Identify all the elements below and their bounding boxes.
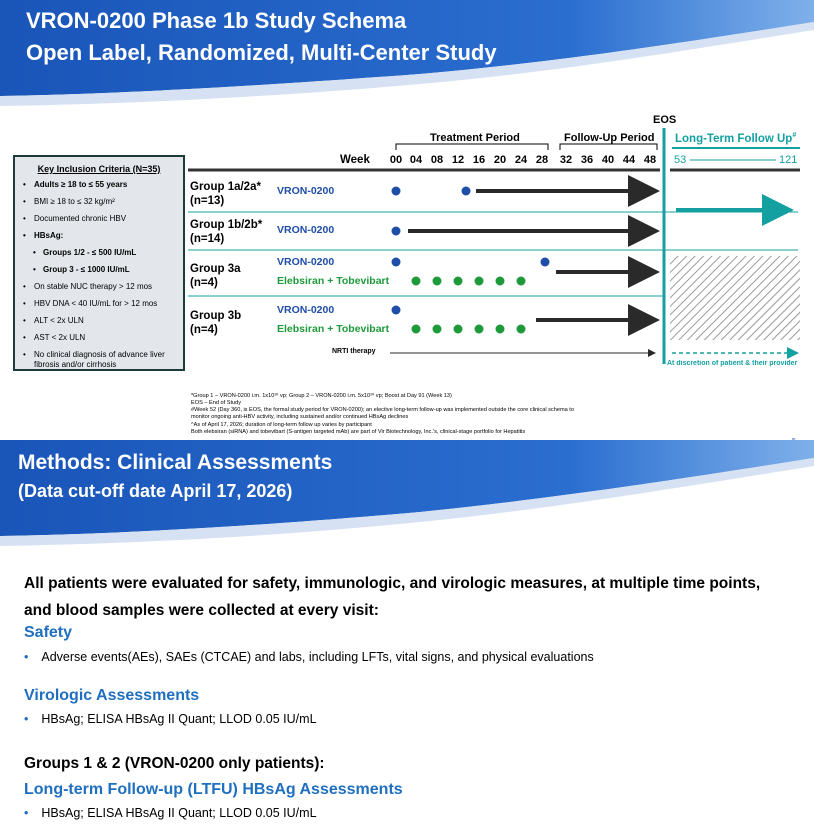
followup-period-bracket xyxy=(560,144,657,150)
week-tick: 20 xyxy=(493,154,507,166)
vron-dose-dot xyxy=(392,306,401,315)
criteria-item: • BMI ≥ 18 to ≤ 32 kg/m² xyxy=(21,197,183,207)
combo-dose-dot xyxy=(412,277,421,286)
combo-dose-dot xyxy=(433,277,442,286)
vron-dose-dot xyxy=(541,258,550,267)
week-tick: 16 xyxy=(472,154,486,166)
treatment-period-bracket xyxy=(396,144,548,150)
combo-dose-dot xyxy=(475,325,484,334)
arm-vron-label: VRON-0200 xyxy=(277,304,335,316)
group-1a-2a-label: Group 1a/2a* (n=13) xyxy=(190,181,261,207)
vron-dose-dot xyxy=(462,187,471,196)
criteria-item: • No clinical diagnosis of advance liver fibrosis and/or cirrhosis xyxy=(21,350,183,370)
week-tick: 36 xyxy=(580,154,594,166)
footnote: ^As of April 17, 2026; duration of long-term follow up varies by participant xyxy=(191,422,372,428)
ltfu-heading: Long-term Follow-up (LTFU) HBsAg Assessments xyxy=(24,781,403,798)
ltfu-start-week: 53 xyxy=(674,154,687,166)
arm-vron-label: VRON-0200 xyxy=(277,224,335,236)
slide2-title-line2: (Data cut-off date April 17, 2026) xyxy=(18,481,293,501)
virologic-heading: Virologic Assessments xyxy=(24,687,200,704)
criteria-item: • Documented chronic HBV xyxy=(21,214,183,224)
vron-dose-dot xyxy=(392,227,401,236)
footnote: #Week 52 (Day 360, is EOS, the formal study period for VRON-0200); an elective long-term follow-up was implemented outside the core clinical schema to xyxy=(191,407,574,413)
criteria-item: • AST < 2x ULN xyxy=(21,333,183,343)
week-tick: 48 xyxy=(643,154,657,166)
safety-bullet: • Adverse events(AEs), SAEs (CTCAE) and labs, including LFTs, vital signs, and physical evaluations xyxy=(24,650,594,664)
week-tick: 32 xyxy=(559,154,573,166)
eos-label: EOS xyxy=(653,114,677,126)
week-tick: 00 xyxy=(389,154,403,166)
combo-dose-dot xyxy=(433,325,442,334)
criteria-heading: Key Inclusion Criteria (N=35) xyxy=(37,164,161,174)
combo-dose-dot xyxy=(517,277,526,286)
intro-text: All patients were evaluated for safety, immunologic, and virologic measures, at multiple time points, and blood samples were collected at every visit: xyxy=(24,575,761,619)
combo-dose-dot xyxy=(496,325,505,334)
schema-diagram xyxy=(0,0,814,400)
group-1b-2b-label: Group 1b/2b* (n=14) xyxy=(190,219,263,245)
criteria-item: • HBsAg: xyxy=(21,231,183,241)
slide1-title-line2: Open Label, Randomized, Multi-Center Study xyxy=(26,40,497,65)
combo-dose-dot xyxy=(454,325,463,334)
combo-dose-dot xyxy=(475,277,484,286)
slide2-title-line1: Methods: Clinical Assessments xyxy=(18,451,333,474)
week-tick: 40 xyxy=(601,154,615,166)
group-3a-label: Group 3a (n=4) xyxy=(190,263,241,289)
footnote: EOS – End of Study xyxy=(191,400,242,406)
criteria-subitem: • Groups 1/2 - ≤ 500 IU/mL xyxy=(21,248,183,258)
combo-dose-dot xyxy=(517,325,526,334)
discretion-label: At discretion of patient & their provider xyxy=(667,360,798,367)
safety-heading: Safety xyxy=(24,624,73,641)
week-tick: 24 xyxy=(514,154,528,166)
treatment-period-label: Treatment Period xyxy=(430,132,520,144)
virologic-bullet: • HBsAg; ELISA HBsAg II Quant; LLOD 0.05 IU/mL xyxy=(24,712,317,726)
footnote: monitor ongoing anti-HBV activity, including sustained and/or continued HBsAg declines xyxy=(191,414,409,420)
week-tick: 12 xyxy=(451,154,465,166)
week-tick: 08 xyxy=(430,154,444,166)
criteria-item: • Adults ≥ 18 to ≤ 55 years xyxy=(21,180,183,190)
ltfu-end-week: 121 xyxy=(779,154,798,166)
week-tick: 04 xyxy=(409,154,423,166)
week-tick: 28 xyxy=(535,154,549,166)
criteria-item: • HBV DNA < 40 IU/mL for > 12 mos xyxy=(21,299,183,309)
criteria-item: • ALT < 2x ULN xyxy=(21,316,183,326)
arm-vron-label: VRON-0200 xyxy=(277,256,335,268)
footnote: *Group 1 – VRON-0200 i.m. 1x10¹⁰ vp; Group 2 – VRON-0200 i.m. 5x10¹⁰ vp; Boost at Day 91 (Week 13) xyxy=(191,393,452,399)
combo-dose-dot xyxy=(412,325,421,334)
ltfu-bullet: • HBsAg; ELISA HBsAg II Quant; LLOD 0.05 IU/mL xyxy=(24,806,317,820)
criteria-subitem: • Group 3 - ≤ 1000 IU/mL xyxy=(21,265,183,275)
followup-period-label: Follow-Up Period xyxy=(564,132,655,144)
arm-vron-label: VRON-0200 xyxy=(277,185,335,197)
combo-dose-dot xyxy=(454,277,463,286)
week-label: Week xyxy=(340,154,370,166)
criteria-item: • On stable NUC therapy > 12 mos xyxy=(21,282,183,292)
ltfu-label: Long-Term Follow Up# xyxy=(675,132,797,145)
week-tick: 44 xyxy=(622,154,636,166)
group-3b-label: Group 3b (n=4) xyxy=(190,310,242,336)
vron-dose-dot xyxy=(392,258,401,267)
footnote: Both elebsiran (siRNA) and tobevibart (S-antigen targeted mAb) are part of Vir Biotechnology, Inc.'s, clinical-stage portfolio for Hepatitis xyxy=(191,429,526,435)
nrti-therapy-label: NRTI therapy xyxy=(332,348,376,355)
groups-heading: Groups 1 & 2 (VRON-0200 only patients): xyxy=(24,755,325,772)
combo-dose-dot xyxy=(496,277,505,286)
arm-combo-label: Elebsiran + Tobevibart xyxy=(277,275,390,287)
hatched-region xyxy=(670,256,800,340)
vron-dose-dot xyxy=(392,187,401,196)
slide1-title-line1: VRON-0200 Phase 1b Study Schema xyxy=(26,8,407,33)
arm-combo-label: Elebsiran + Tobevibart xyxy=(277,323,390,335)
